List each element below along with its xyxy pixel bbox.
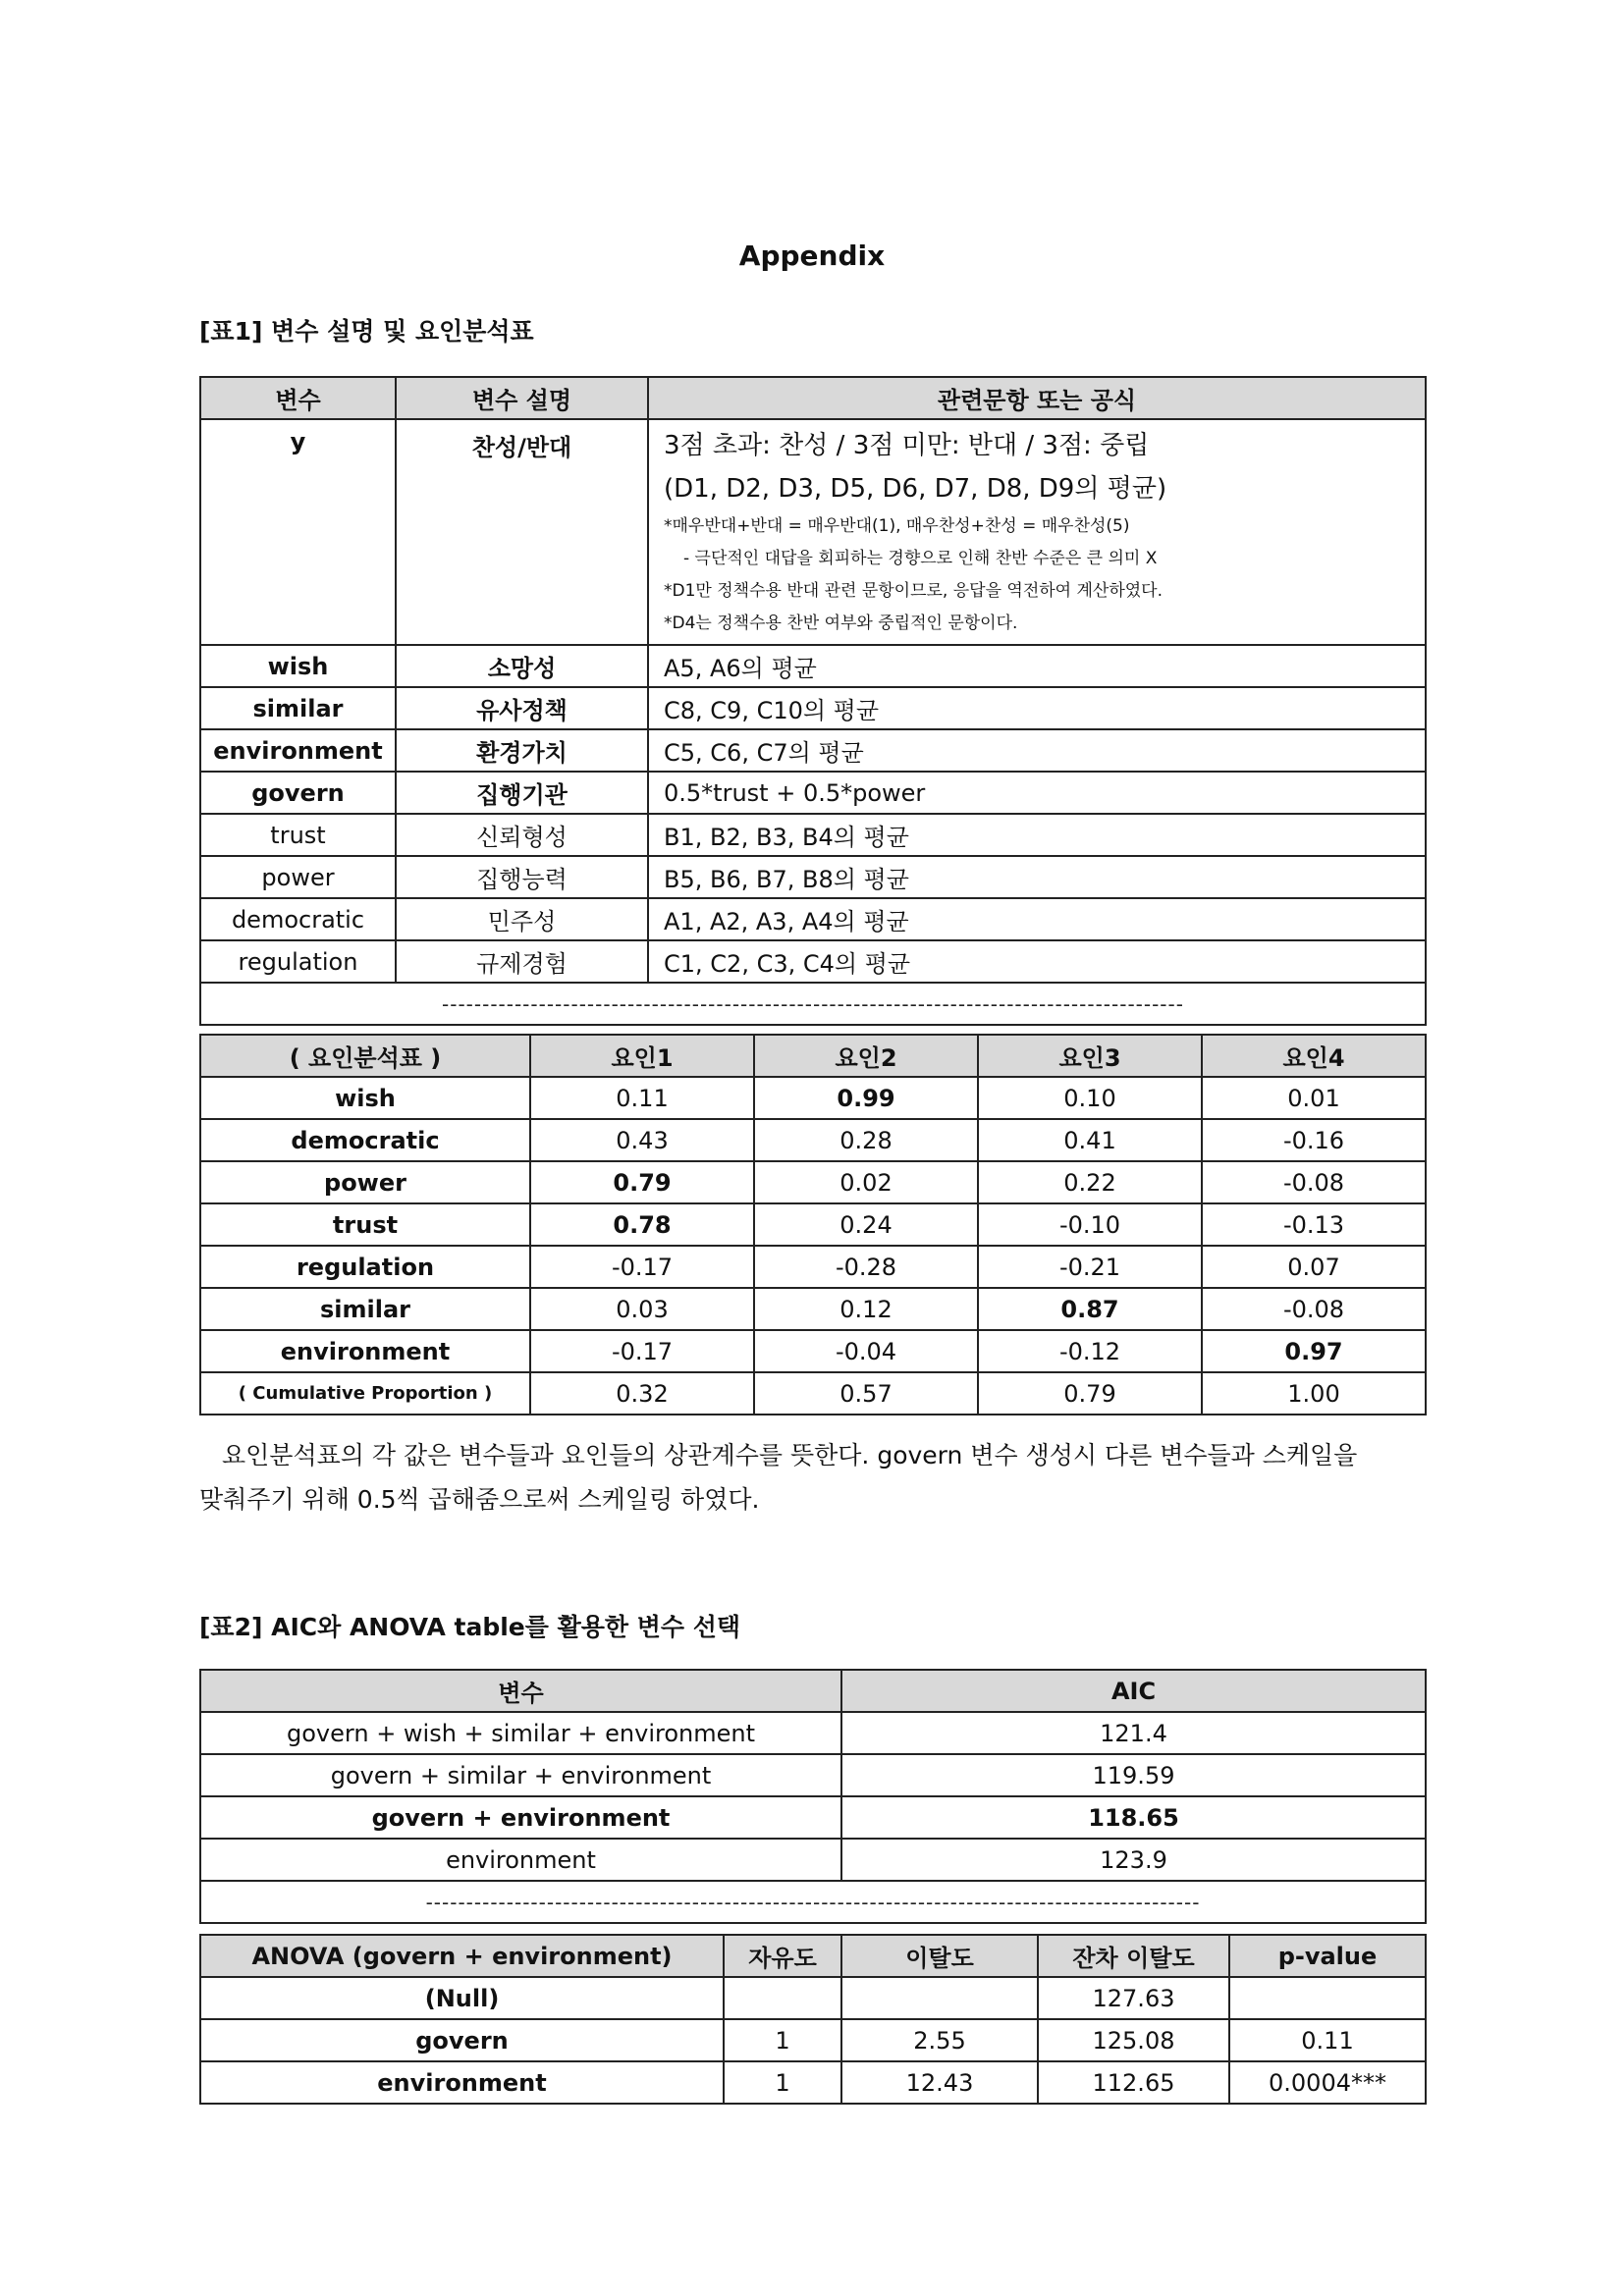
- table-row: [200, 772, 1426, 814]
- factor-value: -0.12: [978, 1330, 1202, 1372]
- model-aic: 118.65: [841, 1796, 1426, 1839]
- anova-df: [724, 1977, 841, 2019]
- aic-table: [199, 1669, 1427, 1924]
- table-row: [200, 1246, 1426, 1288]
- anova-df: 1: [724, 2061, 841, 2104]
- var-formula: B1, B2, B3, B4의 평균: [648, 814, 1426, 856]
- table-row-y: [200, 419, 1426, 645]
- var-formula: C8, C9, C10의 평균: [648, 687, 1426, 729]
- var-formula: A1, A2, A3, A4의 평균: [648, 898, 1426, 940]
- anova-header-df: 자유도: [724, 1935, 841, 1977]
- anova-header-model: ANOVA (govern + environment): [200, 1935, 724, 1977]
- table-row: [200, 1977, 1426, 2019]
- var-name: y: [200, 419, 396, 645]
- factor-var: regulation: [200, 1246, 530, 1288]
- factor-value: -0.21: [978, 1246, 1202, 1288]
- anova-header-pvalue: p-value: [1229, 1935, 1426, 1977]
- model-formula: environment: [200, 1839, 841, 1881]
- factor-table: [199, 1034, 1427, 1415]
- factor-var: trust: [200, 1203, 530, 1246]
- var-formula: [648, 419, 1426, 645]
- anova-resid: 112.65: [1038, 2061, 1229, 2104]
- factor-header-4: 요인4: [1202, 1035, 1426, 1077]
- anova-pvalue: 0.11: [1229, 2019, 1426, 2061]
- cumulative-label: ( Cumulative Proportion ): [200, 1372, 530, 1415]
- var-desc: 민주성: [396, 898, 648, 940]
- factor-value: 0.03: [530, 1288, 754, 1330]
- table-row: [200, 729, 1426, 772]
- table-row: [200, 1712, 1426, 1754]
- factor-value: 0.07: [1202, 1246, 1426, 1288]
- factor-value: 0.78: [530, 1203, 754, 1246]
- var-desc: 신뢰형성: [396, 814, 648, 856]
- anova-header-resid: 잔차 이탈도: [1038, 1935, 1229, 1977]
- table-row: [200, 2061, 1426, 2104]
- note-paragraph: [199, 1433, 1427, 1522]
- table-row: [200, 940, 1426, 983]
- table-row: [200, 1839, 1426, 1881]
- y-line-2: (D1, D2, D3, D5, D6, D7, D8, D9의 평균): [664, 474, 1167, 504]
- model-formula: govern + environment: [200, 1796, 841, 1839]
- header-variable: 변수: [200, 377, 396, 419]
- var-name: democratic: [200, 898, 396, 940]
- factor-var: similar: [200, 1288, 530, 1330]
- factor-value: -0.16: [1202, 1119, 1426, 1161]
- factor-var: environment: [200, 1330, 530, 1372]
- var-name: regulation: [200, 940, 396, 983]
- table-row: [200, 1161, 1426, 1203]
- header-formula: 관련문항 또는 공식: [648, 377, 1426, 419]
- cumulative-value: 0.32: [530, 1372, 754, 1415]
- factor-value: -0.08: [1202, 1288, 1426, 1330]
- var-name: govern: [200, 772, 396, 814]
- table-row: [200, 645, 1426, 687]
- table-row: [200, 1119, 1426, 1161]
- y-note-2: - 극단적인 대답을 회피하는 경향으로 인해 찬반 수준은 큰 의미 X: [683, 549, 1158, 568]
- factor-header-label: ( 요인분석표 ): [200, 1035, 530, 1077]
- factor-value: 0.97: [1202, 1330, 1426, 1372]
- factor-header-3: 요인3: [978, 1035, 1202, 1077]
- table-row: [200, 814, 1426, 856]
- header-description: 변수 설명: [396, 377, 648, 419]
- factor-value: 0.10: [978, 1077, 1202, 1119]
- var-name: wish: [200, 645, 396, 687]
- var-formula: C5, C6, C7의 평균: [648, 729, 1426, 772]
- y-note-1: *매우반대+반대 = 매우반대(1), 매우찬성+찬성 = 매우찬성(5): [664, 516, 1130, 536]
- table-row: [200, 1077, 1426, 1119]
- model-aic: 121.4: [841, 1712, 1426, 1754]
- anova-table: [199, 1934, 1427, 2105]
- var-formula: B5, B6, B7, B8의 평균: [648, 856, 1426, 898]
- y-note-3: *D1만 정책수용 반대 관련 문항이므로, 응답을 역전하여 계산하였다.: [664, 581, 1164, 601]
- cumulative-value: 0.57: [754, 1372, 978, 1415]
- factor-header-1: 요인1: [530, 1035, 754, 1077]
- model-aic: 123.9: [841, 1839, 1426, 1881]
- factor-value: 0.11: [530, 1077, 754, 1119]
- var-desc: 규제경험: [396, 940, 648, 983]
- factor-value: -0.28: [754, 1246, 978, 1288]
- factor-value: 0.41: [978, 1119, 1202, 1161]
- aic-table-header: [200, 1670, 1426, 1712]
- factor-value: -0.04: [754, 1330, 978, 1372]
- anova-deviance: 2.55: [841, 2019, 1038, 2061]
- factor-value: -0.13: [1202, 1203, 1426, 1246]
- table1-caption: [표1] 변수 설명 및 요인분석표: [199, 317, 534, 346]
- note-line-1: 요인분석표의 각 값은 변수들과 요인들의 상관계수를 뜻한다. govern 변수 생성시 다른 변수들과 스케일을: [222, 1441, 1358, 1469]
- factor-value: 0.79: [530, 1161, 754, 1203]
- var-desc: 집행기관: [396, 772, 648, 814]
- table2-caption: [표2] AIC와 ANOVA table를 활용한 변수 선택: [199, 1613, 741, 1641]
- factor-value: -0.17: [530, 1246, 754, 1288]
- page-title: Appendix: [738, 240, 886, 272]
- factor-header-2: 요인2: [754, 1035, 978, 1077]
- table-row: [200, 1203, 1426, 1246]
- var-name: power: [200, 856, 396, 898]
- factor-value: 0.12: [754, 1288, 978, 1330]
- separator-row: [200, 983, 1426, 1025]
- separator-line: ------------------------------------------------------------------------------------------------: [200, 1881, 1426, 1923]
- factor-var: democratic: [200, 1119, 530, 1161]
- table-row: [200, 1330, 1426, 1372]
- factor-value: 0.22: [978, 1161, 1202, 1203]
- factor-var: wish: [200, 1077, 530, 1119]
- factor-value: 0.87: [978, 1288, 1202, 1330]
- factor-value: 0.43: [530, 1119, 754, 1161]
- variable-table-header: [200, 377, 1426, 419]
- factor-value: 0.99: [754, 1077, 978, 1119]
- model-formula: govern + wish + similar + environment: [200, 1712, 841, 1754]
- anova-term: govern: [200, 2019, 724, 2061]
- table-row: [200, 898, 1426, 940]
- table-row: [200, 1796, 1426, 1839]
- factor-value: 0.02: [754, 1161, 978, 1203]
- table-row: [200, 856, 1426, 898]
- aic-header-value: AIC: [841, 1670, 1426, 1712]
- factor-value: -0.10: [978, 1203, 1202, 1246]
- note-line-2: 맞춰주기 위해 0.5씩 곱해줌으로써 스케일링 하였다.: [199, 1485, 760, 1514]
- var-desc: 유사정책: [396, 687, 648, 729]
- var-name: similar: [200, 687, 396, 729]
- factor-value: -0.08: [1202, 1161, 1426, 1203]
- cumulative-value: 0.79: [978, 1372, 1202, 1415]
- variable-table: [199, 376, 1427, 1026]
- separator-line: --------------------------------------------------------------------------------------------: [200, 983, 1426, 1025]
- factor-value: -0.17: [530, 1330, 754, 1372]
- anova-pvalue: [1229, 1977, 1426, 2019]
- anova-df: 1: [724, 2019, 841, 2061]
- aic-header-variable: 변수: [200, 1670, 841, 1712]
- anova-deviance: 12.43: [841, 2061, 1038, 2104]
- factor-table-header: [200, 1035, 1426, 1077]
- var-name: environment: [200, 729, 396, 772]
- var-formula: C1, C2, C3, C4의 평균: [648, 940, 1426, 983]
- y-note-4: *D4는 정책수용 찬반 여부와 중립적인 문항이다.: [664, 614, 1018, 633]
- anova-header-deviance: 이탈도: [841, 1935, 1038, 1977]
- var-formula: 0.5*trust + 0.5*power: [648, 772, 1426, 814]
- model-aic: 119.59: [841, 1754, 1426, 1796]
- anova-table-header: [200, 1935, 1426, 1977]
- table-row: [200, 687, 1426, 729]
- y-line-1: 3점 초과: 찬성 / 3점 미만: 반대 / 3점: 중립: [664, 431, 1150, 460]
- anova-deviance: [841, 1977, 1038, 2019]
- anova-resid: 127.63: [1038, 1977, 1229, 2019]
- var-name: trust: [200, 814, 396, 856]
- anova-term: (Null): [200, 1977, 724, 2019]
- table-row: [200, 1754, 1426, 1796]
- var-desc: 찬성/반대: [396, 419, 648, 645]
- model-formula: govern + similar + environment: [200, 1754, 841, 1796]
- var-formula: A5, A6의 평균: [648, 645, 1426, 687]
- table-row: [200, 1288, 1426, 1330]
- var-desc: 환경가치: [396, 729, 648, 772]
- cumulative-value: 1.00: [1202, 1372, 1426, 1415]
- separator-row: [200, 1881, 1426, 1923]
- cumulative-row: [200, 1372, 1426, 1415]
- factor-value: 0.01: [1202, 1077, 1426, 1119]
- anova-term: environment: [200, 2061, 724, 2104]
- anova-pvalue: 0.0004***: [1229, 2061, 1426, 2104]
- factor-value: 0.24: [754, 1203, 978, 1246]
- anova-resid: 125.08: [1038, 2019, 1229, 2061]
- var-desc: 소망성: [396, 645, 648, 687]
- table-row: [200, 2019, 1426, 2061]
- factor-value: 0.28: [754, 1119, 978, 1161]
- factor-var: power: [200, 1161, 530, 1203]
- var-desc: 집행능력: [396, 856, 648, 898]
